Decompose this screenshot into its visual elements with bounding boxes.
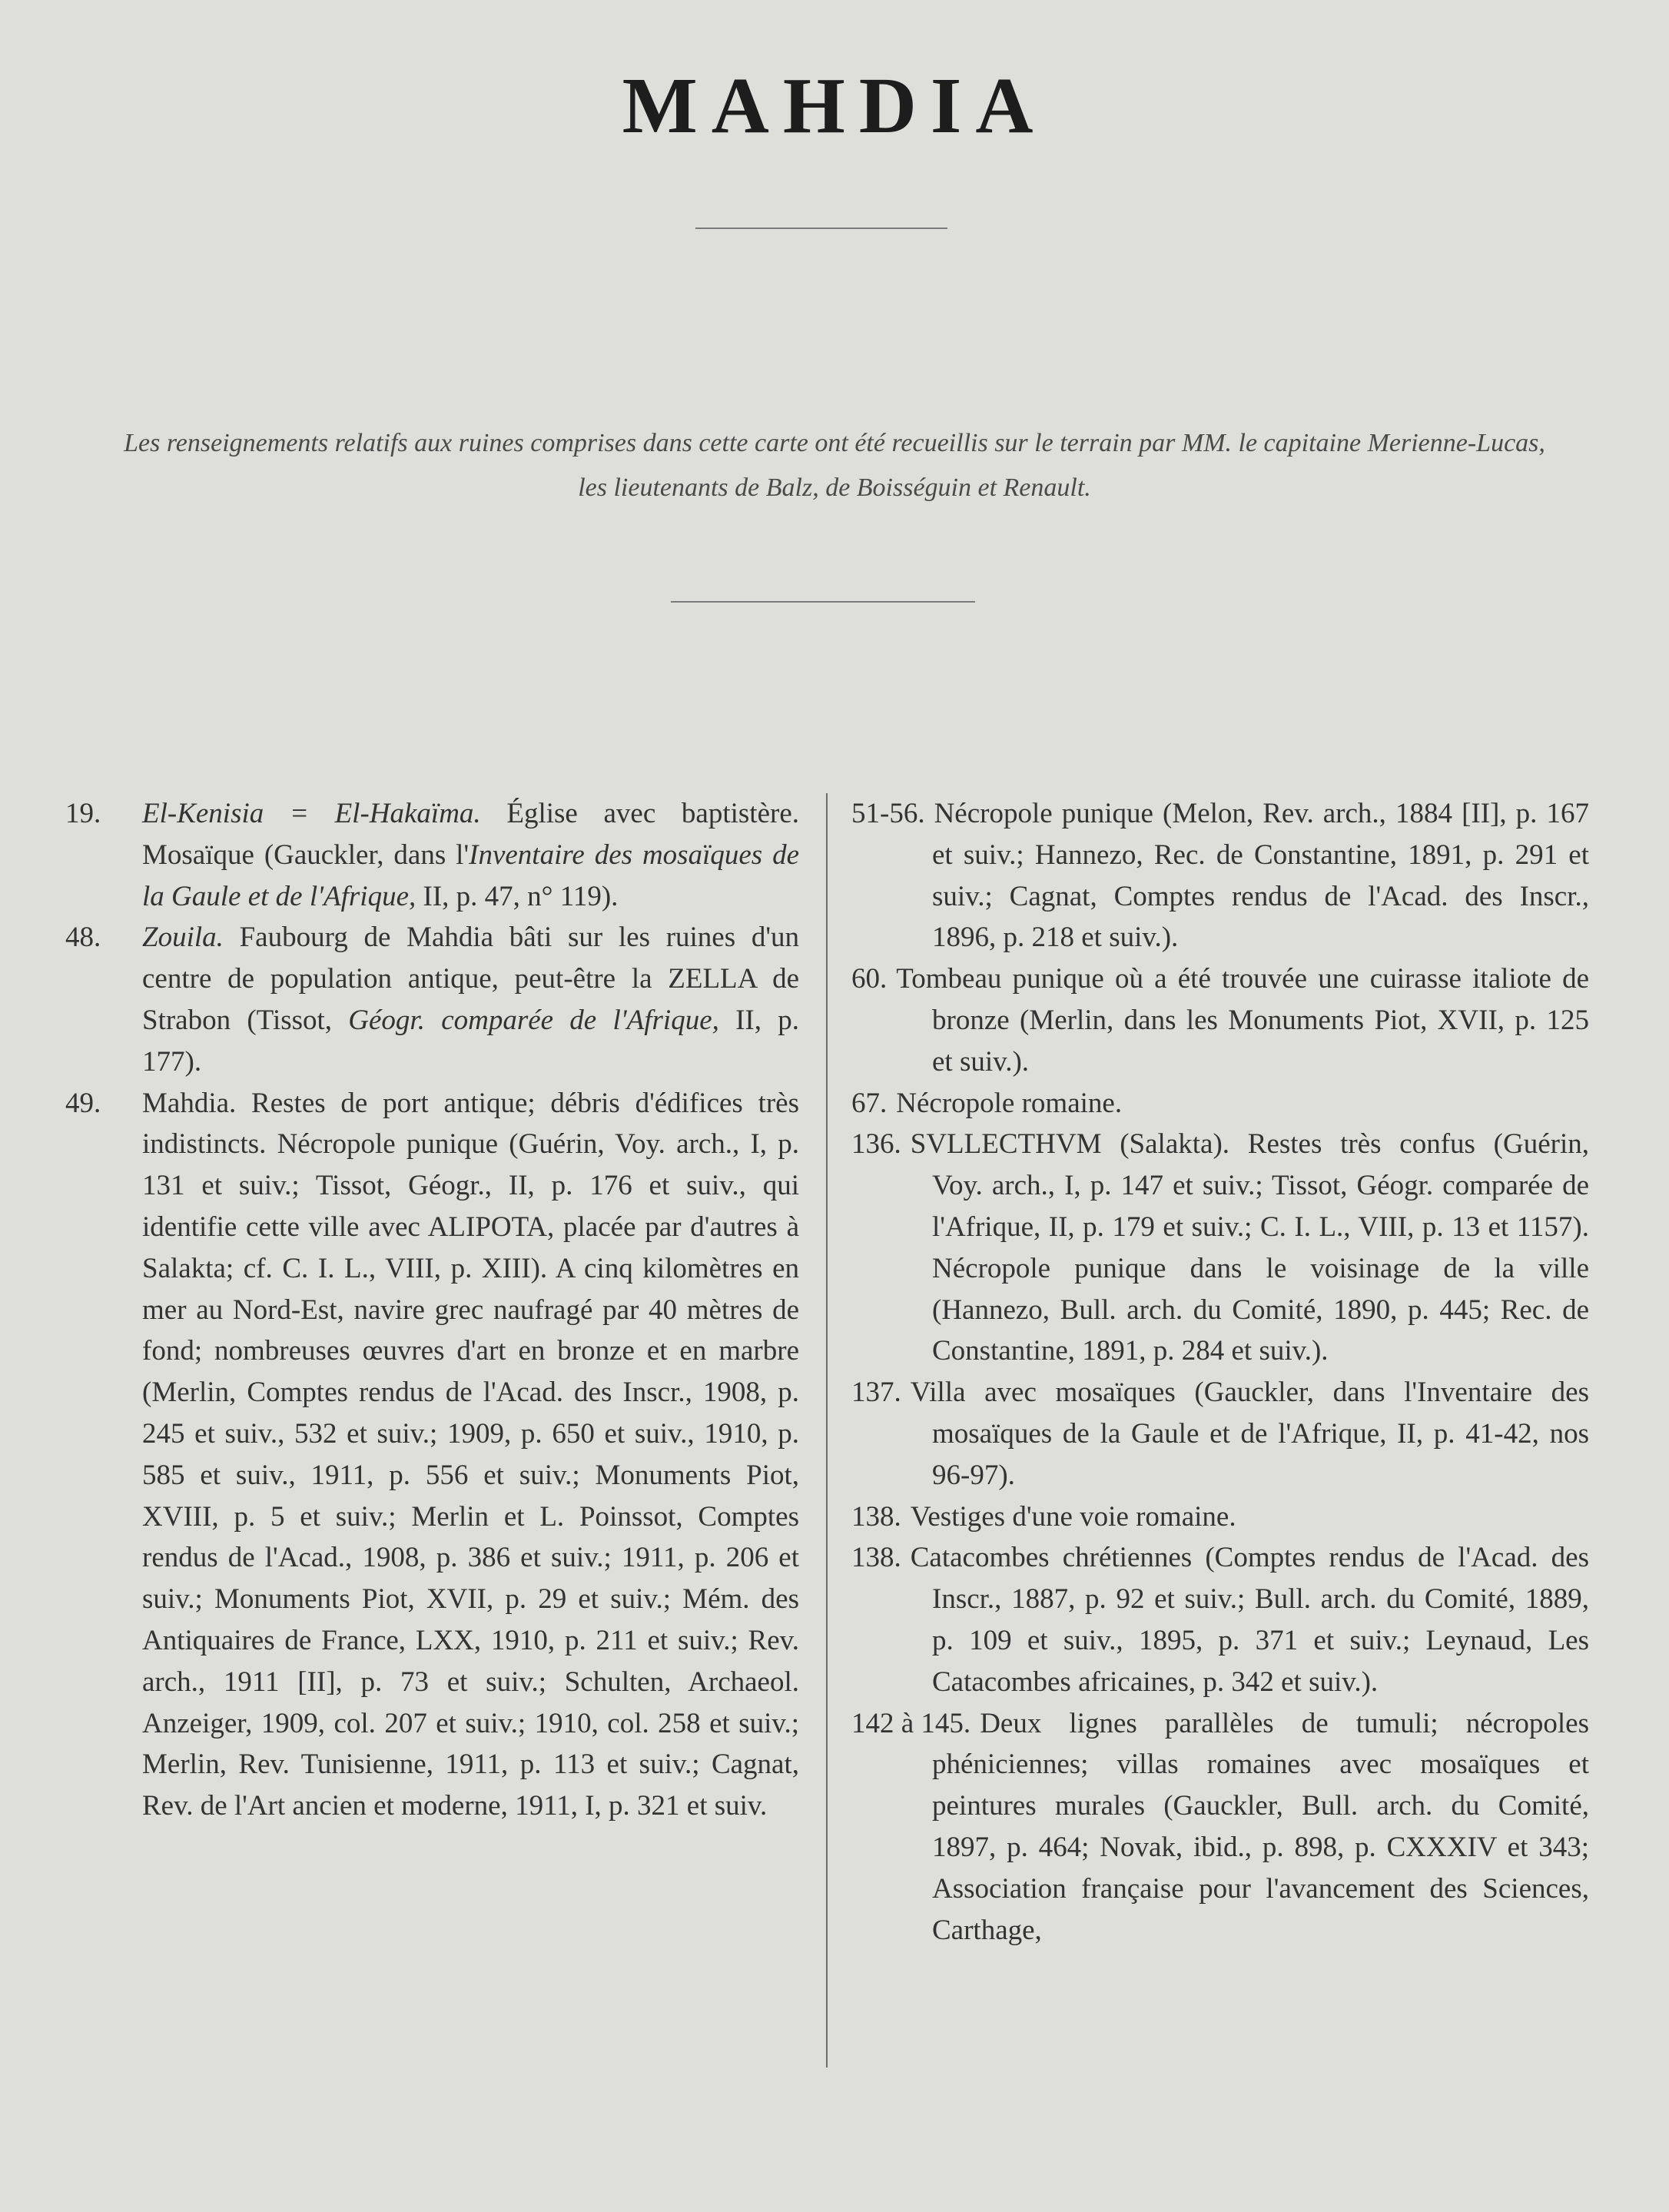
title-rule xyxy=(695,228,947,229)
entry-number: 136. xyxy=(851,1128,901,1161)
entry-text: Mahdia. Restes de port antique; débris d'édifices très indistincts. Nécropole punique (Guérin, Voy. arch., I, p. 131 et suiv.; Tissot, Géogr., II, p. 176 et suiv., qui identifie cette ville avec ALIPOTA, placée par d'autres à Salakta; cf. C. I. L., VIII, p. XIII). A cinq kilomètres en mer au Nord-Est, navire grec naufragé par 40 mètres de fond; nombreuses œuvres d'art en bronze et en marbre (Merlin, Comptes rendus de l'Acad. des Inscr., 1908, p. 245 et suiv., 532 et suiv.; 1909, p. 650 et suiv., 1910, p. 585 et suiv., 1911, p. 556 et suiv.; Monuments Piot, XVIII, p. 5 et suiv.; Merlin et L. Poinssot, Comptes rendus de l'Acad., 1908, p. 386 et suiv.; 1911, p. 206 et suiv.; Monuments Piot, XVII, p. 29 et suiv.; Mém. des Antiquaires de France, LXX, 1910, p. 211 et suiv.; Rev. arch., 1911 [II], p. 73 et suiv.; Schulten, Archaeol. Anzeiger, 1909, col. 207 et suiv.; 1910, col. 258 et suiv.; Merlin, Rev. Tunisienne, 1911, p. 113 et suiv.; Cagnat, Rev. de l'Art ancien et moderne, 1911, I, p. 321 et suiv. xyxy=(142,1087,799,1822)
entry-text: Tombeau punique où a été trouvée une cuirasse italiote de bronze (Merlin, dans les Monuments Piot, XVII, p. 125 et suiv.). xyxy=(896,963,1589,1078)
entry-number: 19. xyxy=(65,798,101,829)
entry-number: 138. xyxy=(851,1542,901,1574)
entry-138-b xyxy=(851,1537,1589,1702)
entry-51-56 xyxy=(851,793,1589,958)
entry-number: 142 à 145. xyxy=(851,1707,971,1739)
entry-number: 67. xyxy=(851,1087,888,1119)
entry-138-a xyxy=(851,1496,1589,1538)
entry-142-145 xyxy=(851,1703,1589,1951)
entry-text: Catacombes chrétiennes (Comptes rendus de l'Acad. des Inscr., 1887, p. 92 et suiv.; Bull. arch. du Comité, 1889, p. 109 et suiv., 1895, p. 371 et suiv.; Leynaud, Les Catacombes africaines, p. 342 et suiv.). xyxy=(910,1542,1589,1698)
column-divider xyxy=(826,793,828,2068)
entry-number: 60. xyxy=(851,963,888,995)
entry-tail: II, p. 177). xyxy=(142,1004,799,1078)
entry-60 xyxy=(851,958,1589,1082)
entry-text: Faubourg de Mahdia bâti sur les ruines d'un centre de population antique, peut-être la ZELLA de Strabon (Tissot, xyxy=(142,922,799,1036)
entry-place: Zouila. xyxy=(142,922,224,954)
entry-text: Deux lignes parallèles de tumuli; nécropoles phéniciennes; villas romaines avec mosaïques et peintures murales (Gauckler, Bull. arch. du Comité, 1897, p. 464; Novak, ibid., p. 898, p. CXXXIV et 343; Association française pour l'avancement des Sciences, Carthage, xyxy=(932,1707,1589,1946)
entry-48 xyxy=(65,917,799,1082)
left-column xyxy=(65,793,799,1827)
entry-text: Église avec baptistère. Mosaïque (Gauckler, dans l' xyxy=(142,798,800,871)
intro-note: Les renseignements relatifs aux ruines comprises dans cette carte ont été recueillis sur le terrain par MM. le capitaine Merienne-Lucas, les lieutenants de Balz, de Boisséguin et Renault. xyxy=(124,429,1545,502)
entry-19 xyxy=(65,793,799,917)
entry-ref: Géogr. comparée de l'Afrique, xyxy=(348,1004,719,1036)
entry-text: Nécropole punique (Melon, Rev. arch., 1884 [II], p. 167 et suiv.; Hannezo, Rec. de Constantine, 1891, p. 291 et suiv.; Cagnat, Comptes rendus de l'Acad. des Inscr., 1896, p. 218 et suiv.). xyxy=(932,798,1589,954)
entry-place: El-Kenisia = El-Hakaïma. xyxy=(142,798,481,829)
entry-number: 48. xyxy=(65,922,101,954)
entry-number: 49. xyxy=(65,1087,101,1119)
right-column xyxy=(851,793,1589,1951)
entry-49 xyxy=(65,1083,799,1827)
entry-number: 51-56. xyxy=(851,798,925,829)
page-title: MAHDIA xyxy=(622,61,1047,150)
entry-tail: II, p. 47, n° 119). xyxy=(416,880,619,912)
entry-text: Nécropole romaine. xyxy=(896,1087,1123,1119)
entry-136 xyxy=(851,1124,1589,1372)
entry-137 xyxy=(851,1372,1589,1496)
entry-text: SVLLECTHVM (Salakta). Restes très confus (Guérin, Voy. arch., I, p. 147 et suiv.; Tissot, Géogr. comparée de l'Afrique, II, p. 179 et suiv.; C. I. L., VIII, p. 13 et 1157). Nécropole punique dans le voisinage de la ville (Hannezo, Bull. arch. du Comité, 1890, p. 445; Rec. de Constantine, 1891, p. 284 et suiv.). xyxy=(910,1128,1589,1367)
entry-67 xyxy=(851,1083,1589,1124)
entry-text: Vestiges d'une voie romaine. xyxy=(910,1500,1236,1533)
note-rule xyxy=(671,601,975,603)
entry-number: 138. xyxy=(851,1500,901,1533)
entry-ref: Inventaire des mosaïques de la Gaule et de l'Afrique, xyxy=(142,839,800,912)
entry-number: 137. xyxy=(851,1377,901,1409)
entry-text: Villa avec mosaïques (Gauckler, dans l'Inventaire des mosaïques de la Gaule et de l'Afrique, II, p. 41-42, nos 96-97). xyxy=(910,1377,1589,1491)
